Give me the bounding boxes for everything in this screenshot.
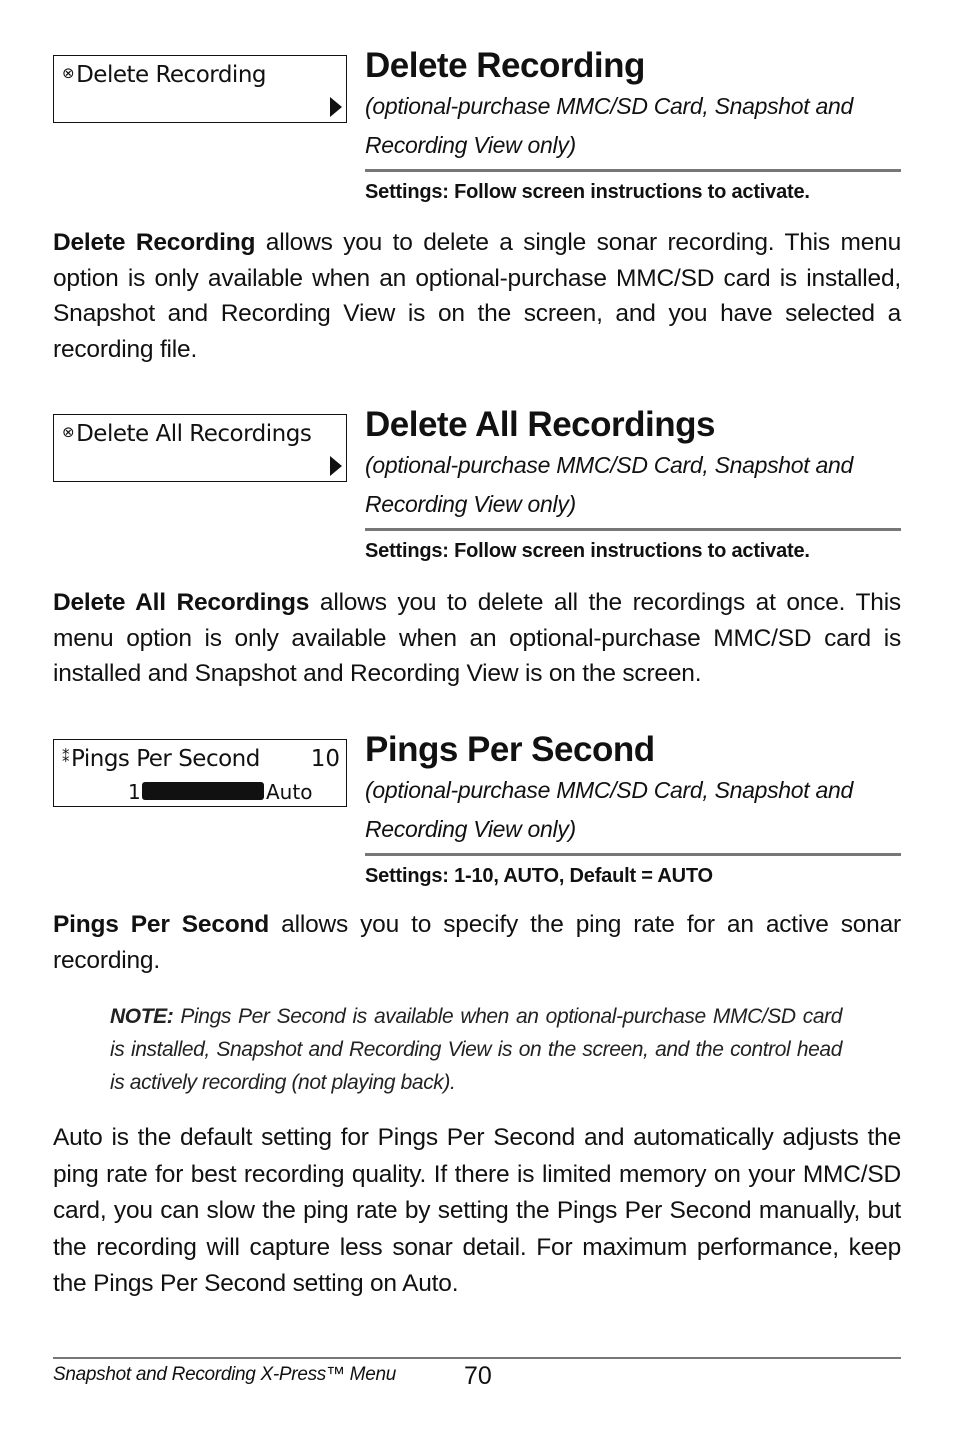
section-header [365, 45, 901, 204]
section-header [365, 404, 901, 563]
menu-label: ⊗Delete All Recordings [62, 421, 312, 447]
slider-max-label: Auto [266, 780, 313, 804]
body-paragraph: Delete Recording allows you to delete a single sonar recording. This menu option is only available when an optional-purchase MMC/SD card is installed, Snapshot and Recording View is on the screen, and you have selected a recording file. [53, 229, 902, 363]
slider-track[interactable] [142, 782, 264, 800]
section-title: Pings Per Second [365, 730, 655, 769]
section-subtitle: (optional-purchase MMC/SD Card, Snapshot and Recording View only) [365, 452, 853, 517]
delete-all-icon: ⊗ [62, 423, 75, 441]
menu-arrow-icon[interactable] [330, 456, 342, 476]
body-paragraph: Delete All Recordings allows you to delete all the recordings at once. This menu option is only available when an optional-purchase MMC/SD card is installed and Snapshot and Recording View is on the screen. [53, 589, 901, 687]
settings-text: Settings: Follow screen instructions to activate. [365, 540, 810, 562]
section-subtitle: (optional-purchase MMC/SD Card, Snapshot and Recording View only) [365, 93, 853, 158]
pings-slider[interactable] [54, 780, 346, 804]
slider-min-label: 1 [128, 780, 141, 804]
settings-text: Settings: Follow screen instructions to activate. [365, 181, 810, 203]
note-paragraph: NOTE: Pings Per Second is available when an optional-purchase MMC/SD card is installed, Snapshot and Recording View is on the screen, and the control head is actively recording (not playing back). [110, 1005, 842, 1094]
section-title: Delete All Recordings [365, 405, 715, 444]
menu-label: ⁑Pings Per Second [62, 746, 260, 772]
menu-label: ⊗Delete Recording [62, 62, 266, 88]
pings-icon: ⁑ [62, 748, 69, 766]
divider [365, 853, 901, 856]
footer-section-name: Snapshot and Recording X-Press™ Menu [53, 1364, 397, 1385]
pings-per-second-menu-item[interactable] [53, 739, 347, 807]
section-subtitle: (optional-purchase MMC/SD Card, Snapshot and Recording View only) [365, 777, 853, 842]
menu-arrow-icon[interactable] [330, 97, 342, 117]
footer-divider [53, 1357, 901, 1359]
delete-all-recordings-menu-item[interactable] [53, 414, 347, 482]
menu-value: 10 [310, 746, 340, 772]
delete-recording-menu-item[interactable] [53, 55, 347, 123]
section-header [365, 729, 901, 888]
settings-text: Settings: 1-10, AUTO, Default = AUTO [365, 865, 713, 887]
page-number: 70 [464, 1362, 492, 1390]
closing-paragraph: Auto is the default setting for Pings Per Second and automatically adjusts the ping rate for best recording quality. If there is limited memory on your MMC/SD card, you can slow the ping rate by setting the Pings Per Second manually, but the recording will capture less sonar detail. For maximum performance, keep the Pings Per Second setting on Auto. [53, 1124, 901, 1297]
section-title: Delete Recording [365, 46, 645, 85]
divider [365, 528, 901, 531]
divider [365, 169, 901, 172]
note-label: NOTE: [110, 1005, 174, 1028]
delete-icon: ⊗ [62, 64, 75, 82]
body-paragraph: Pings Per Second allows you to specify the ping rate for an active sonar recording. [53, 911, 901, 974]
